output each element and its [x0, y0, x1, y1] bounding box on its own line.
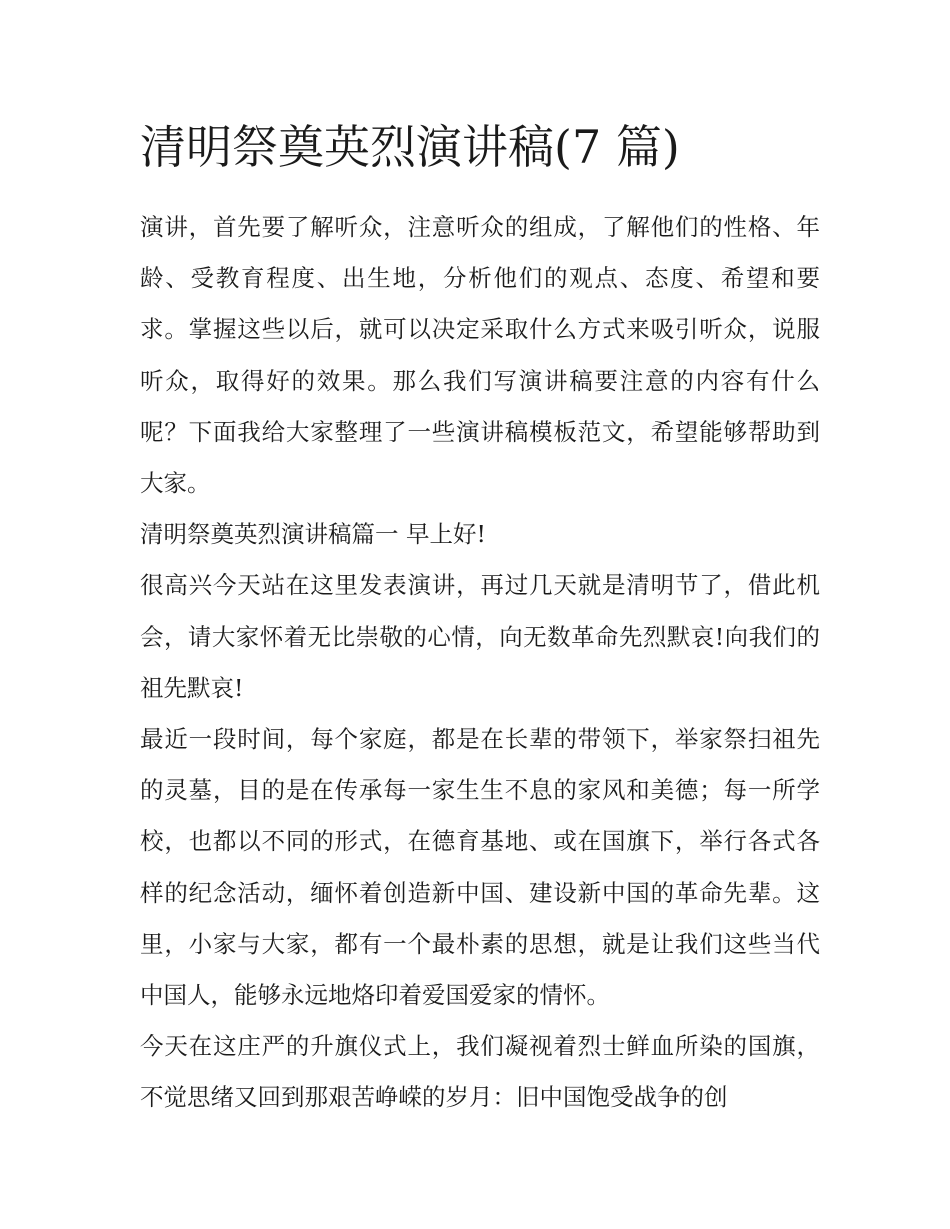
- intro-paragraph: 演讲，首先要了解听众，注意听众的组成，了解他们的性格、年龄、受教育程度、出生地，分析他们的观点、态度、希望和要求。掌握这些以后，就可以决定采取什么方式来吸引听众，说服听众，取得好的效果。那么我们写演讲稿要注意的内容有什么呢？下面我给大家整理了一些演讲稿模板范文，希望能够帮助到大家。: [140, 213, 820, 498]
- body-paragraph: 今天在这庄严的升旗仪式上，我们凝视着烈士鲜血所染的国旗，不觉思绪又回到那艰苦峥嵘的岁月：旧中国饱受战争的创: [140, 1032, 820, 1112]
- document-title: 清明祭奠英烈演讲稿(7 篇): [140, 120, 680, 174]
- body-paragraph: 最近一段时间，每个家庭，都是在长辈的带领下，举家祭扫祖先的灵墓，目的是在传承每一家生生不息的家风和美德；每一所学校，也都以不同的形式，在德育基地、或在国旗下，举行各式各样的纪念活动，缅怀着创造新中国、建设新中国的革命先辈。这里，小家与大家，都有一个最朴素的思想，就是让我们这些当代中国人，能够永远地烙印着爱国爱家的情怀。: [140, 725, 820, 1010]
- document-body: [140, 112, 820, 1124]
- body-paragraph: 很高兴今天站在这里发表演讲，再过几天就是清明节了，借此机会，请大家怀着无比崇敬的心情，向无数革命先烈默哀!向我们的祖先默哀!: [140, 571, 820, 702]
- speech-heading-paragraph: 清明祭奠英烈演讲稿篇一 早上好!: [140, 520, 486, 549]
